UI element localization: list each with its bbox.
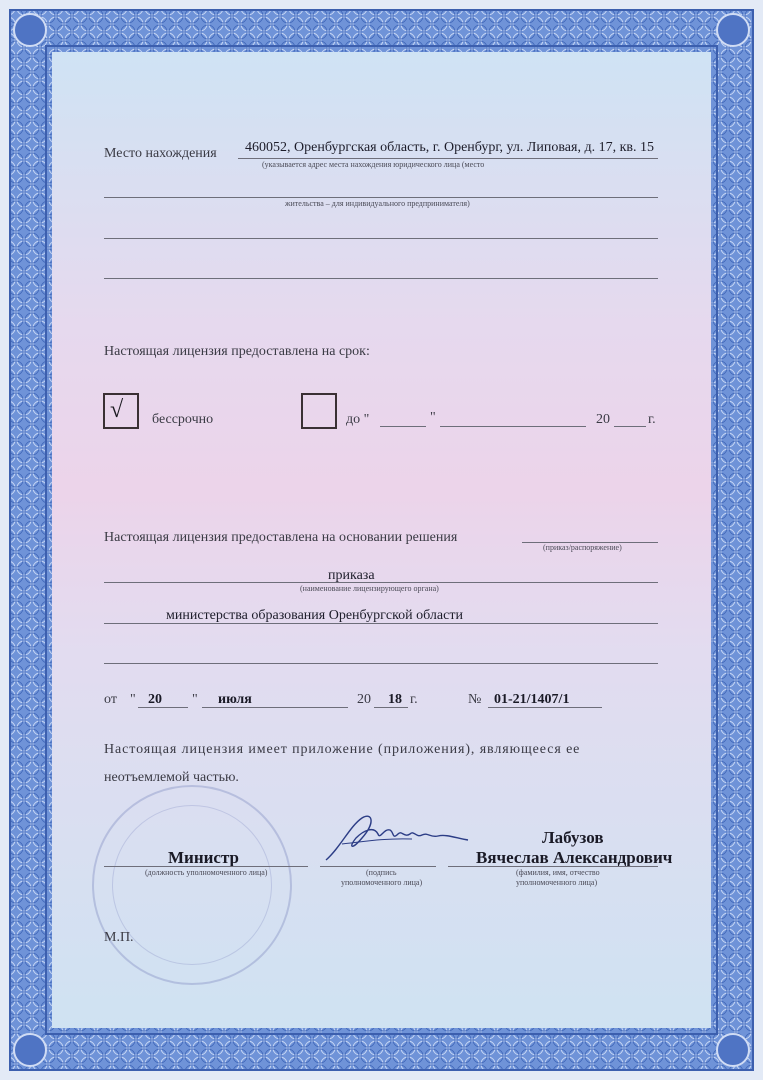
until-year-prefix: 20 bbox=[596, 412, 610, 427]
signature-line bbox=[320, 866, 436, 867]
basis-authority-caption: (наименование лицензирующего органа) bbox=[300, 584, 439, 593]
basis-line-4 bbox=[104, 663, 658, 664]
location-label: Место нахождения bbox=[104, 146, 217, 161]
number-label: № bbox=[468, 692, 482, 707]
name-line bbox=[448, 866, 658, 867]
location-underline bbox=[238, 158, 658, 159]
date-year-prefix: 20 bbox=[357, 692, 371, 707]
location-caption-2: жительства – для индивидуального предпринимателя) bbox=[285, 199, 470, 208]
location-line-3 bbox=[104, 238, 658, 239]
basis-line-2 bbox=[104, 582, 658, 583]
until-year-suffix: г. bbox=[648, 412, 656, 427]
signatory-position: Министр bbox=[168, 848, 239, 867]
date-year-suffix: г. bbox=[410, 692, 418, 707]
position-line bbox=[104, 866, 308, 867]
seal-label: М.П. bbox=[104, 930, 134, 945]
until-label: до " bbox=[346, 412, 370, 427]
licensing-authority: министерства образования Оренбургской области bbox=[166, 608, 463, 623]
appendix-line-2: неотъемлемой частью. bbox=[104, 770, 239, 785]
signatory-name: Вячеслав Александрович bbox=[476, 848, 673, 867]
order-number-line bbox=[488, 707, 602, 708]
name-caption-1: (фамилия, имя, отчество bbox=[516, 868, 600, 877]
date-year-line bbox=[374, 707, 408, 708]
check-mark-icon: √ bbox=[110, 397, 124, 423]
date-year: 18 bbox=[388, 692, 402, 707]
date-day: 20 bbox=[148, 692, 162, 707]
signatory-surname: Лабузов bbox=[542, 828, 604, 847]
location-caption-1: (указывается адрес места нахождения юридического лица (место bbox=[262, 160, 485, 169]
until-month-line bbox=[440, 426, 586, 427]
date-month: июля bbox=[218, 692, 252, 707]
location-line-4 bbox=[104, 278, 658, 279]
location-value: 460052, Оренбургская область, г. Оренбург, ул. Липовая, д. 17, кв. 15 bbox=[245, 140, 654, 155]
until-quote-close: " bbox=[430, 410, 436, 425]
date-quote-close: " bbox=[192, 692, 198, 707]
handwritten-signature bbox=[322, 808, 472, 866]
until-year-line bbox=[614, 426, 646, 427]
name-caption-2: уполномоченного лица) bbox=[516, 878, 598, 887]
date-month-line bbox=[202, 707, 348, 708]
appendix-line-1: Настоящая лицензия имеет приложение (приложения), являющееся ее bbox=[104, 742, 581, 757]
indefinite-label: бессрочно bbox=[152, 412, 214, 427]
date-day-line bbox=[138, 707, 188, 708]
basis-order-caption: (приказ/распоряжение) bbox=[543, 543, 622, 552]
order-number: 01-21/1407/1 bbox=[494, 692, 570, 707]
seal-stamp-inner bbox=[112, 805, 272, 965]
date-quote-open: " bbox=[130, 692, 136, 707]
until-day-line bbox=[380, 426, 426, 427]
term-heading: Настоящая лицензия предоставлена на срок: bbox=[104, 344, 370, 359]
location-line-2 bbox=[104, 197, 658, 198]
until-checkbox bbox=[301, 393, 337, 429]
basis-line-3 bbox=[104, 623, 658, 624]
signature-caption-1: (подпись bbox=[366, 868, 397, 877]
signature-caption-2: уполномоченного лица) bbox=[341, 878, 423, 887]
date-from-label: от bbox=[104, 692, 117, 707]
order-type: приказа bbox=[328, 568, 375, 583]
basis-heading: Настоящая лицензия предоставлена на основании решения bbox=[104, 530, 458, 545]
position-caption: (должность уполномоченного лица) bbox=[145, 868, 268, 877]
